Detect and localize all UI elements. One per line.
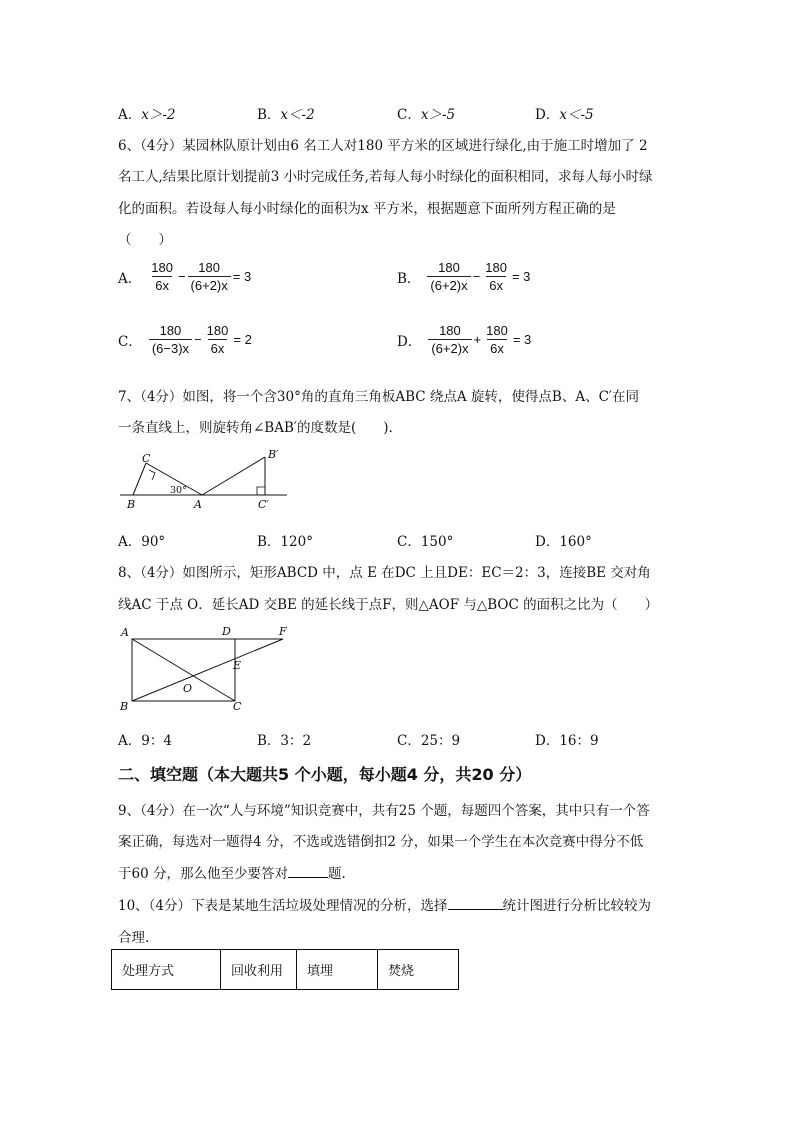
q9-text-line1: 9、（4分）在一次“人与环境”知识竞赛中，共有25 个题，每题四个答案，其中只有一个答 xyxy=(118,803,650,819)
q8-label-c: C xyxy=(233,700,242,713)
q8-label-a: A xyxy=(121,626,129,639)
q7-option-c: C．150° xyxy=(397,534,454,550)
q6-answer-paren: （ ） xyxy=(118,232,172,248)
q7-label-b: B xyxy=(127,498,136,511)
q9-text-line2: 案正确，每选对一题得4 分，不选或选错倒扣2 分，如果一个学生在本次竞赛中得分不低 xyxy=(118,834,644,850)
table-cell: 焚烧 xyxy=(378,950,459,990)
q8-option-b: B．3：2 xyxy=(257,733,312,749)
table-row xyxy=(112,950,459,990)
q8-label-d: D xyxy=(222,625,231,638)
q6-option-d: D． $\frac{180}{(6+2)x}$ + $\frac{180}{6x}$ = 3 xyxy=(397,323,532,356)
q6-text-line1: 6、（4分）某园林队原计划由6 名工人对180 平方米的区域进行绿化,由于施工时增加了 2 xyxy=(118,138,648,154)
table-cell: 处理方式 xyxy=(112,950,221,990)
q6-option-b: B． $\frac{180}{(6+2)x}$ − $\frac{180}{6x}$ = 3 xyxy=(397,260,531,293)
q8-option-a: A．9：4 xyxy=(118,733,172,749)
q6-option-c: C． $\frac{180}{(6-3)x}$ − $\frac{180}{6x}$ = 2 xyxy=(118,323,252,356)
q8-rectangle-figure xyxy=(115,622,300,714)
q10-text-line2: 合理. xyxy=(118,930,150,946)
q7-label-c: C xyxy=(142,452,151,465)
q7-label-b-prime: B′ xyxy=(268,448,279,461)
q10-answer-blank[interactable] xyxy=(448,909,503,910)
q5-option-d: D．x＜-5 xyxy=(535,107,594,123)
q8-label-b: B xyxy=(120,700,129,713)
q6-option-a: A． $\frac{180}{6x}$ − $\frac{180}{(6+2)x}$ = 3 xyxy=(118,260,252,293)
q10-table xyxy=(111,949,459,990)
q10-text-line1: 10、（4分）下表是某地生活垃圾处理情况的分析，选择 统计图进行分析比较较为 xyxy=(118,898,652,914)
q9-answer-blank[interactable] xyxy=(288,877,328,878)
q7-text-line1: 7、（4分）如图，将一个含30°角的直角三角板ABC 绕点A 旋转，使得点B、A、C′在同 xyxy=(118,389,640,405)
q8-option-c: C．25：9 xyxy=(397,733,461,749)
q8-label-f: F xyxy=(279,625,287,638)
q7-option-a: A．90° xyxy=(118,534,166,550)
q8-option-d: D．16：9 xyxy=(535,733,599,749)
q7-angle-label: 30° xyxy=(170,485,187,496)
q5-option-a: A．x＞-2 xyxy=(118,107,176,123)
q8-label-e: E xyxy=(233,659,242,672)
table-cell: 回收利用 xyxy=(221,950,297,990)
table-cell: 填埋 xyxy=(297,950,378,990)
q7-option-d: D．160° xyxy=(535,534,592,550)
q7-label-c-prime: C′ xyxy=(258,498,269,511)
q5-option-b: B．x＜-2 xyxy=(257,107,315,123)
q7-triangle-figure xyxy=(115,446,295,514)
q9-text-line3: 于60 分，那么他至少要答对 题. xyxy=(118,866,346,882)
q8-text-line1: 8、（4分）如图所示，矩形ABCD 中，点 E 在DC 上且DE：EC＝2：3，连接BE 交对角 xyxy=(118,565,651,581)
q8-label-o: O xyxy=(183,682,193,695)
section-2-heading: 二、填空题（本大题共5 个小题，每小题4 分，共20 分） xyxy=(118,765,532,784)
q6-text-line2: 名工人,结果比原计划提前3 小时完成任务,若每人每小时绿化的面积相同，求每人每小时绿 xyxy=(118,169,653,185)
q5-option-c: C．x＞-5 xyxy=(397,107,456,123)
q8-text-line2: 线AC 于点 O．延长AD 交BE 的延长线于点F，则△AOF 与△BOC 的面积之比为（ ） xyxy=(118,597,659,613)
q7-text-line2: 一条直线上，则旋转角∠BAB′的度数是( ). xyxy=(118,420,393,436)
q6-text-line3: 化的面积。若设每人每小时绿化的面积为x 平方米，根据题意下面所列方程正确的是 xyxy=(118,201,616,217)
q7-option-b: B．120° xyxy=(257,534,313,550)
q7-label-a: A xyxy=(194,498,202,511)
